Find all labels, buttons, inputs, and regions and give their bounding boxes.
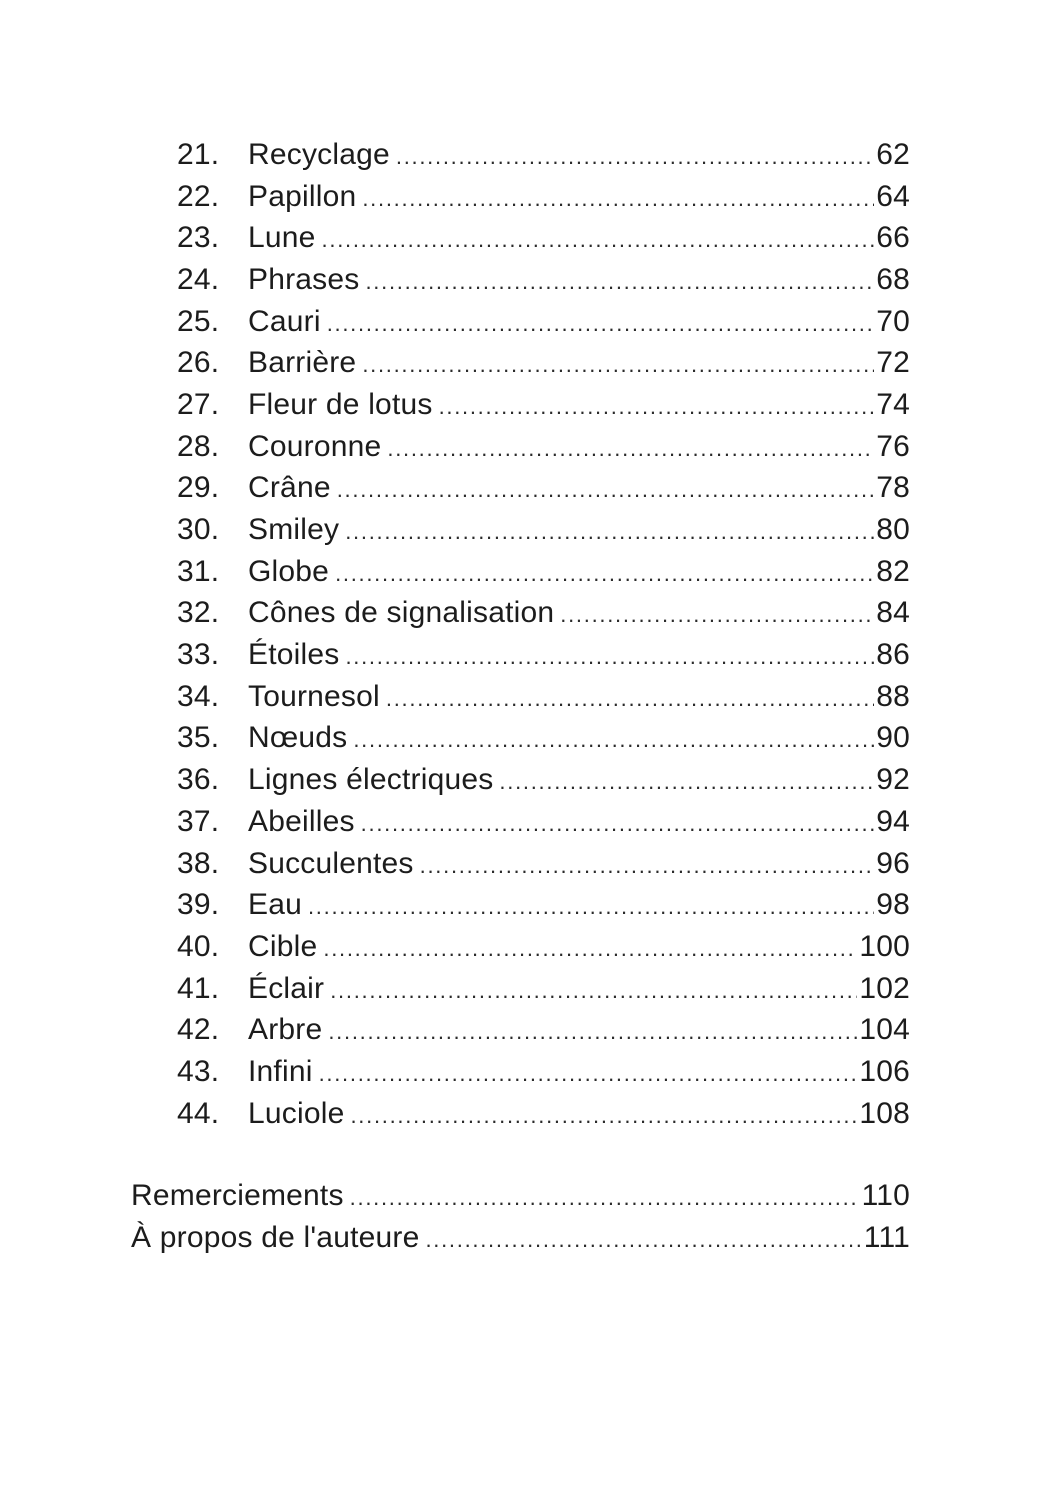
toc-entry[interactable] xyxy=(0,259,1050,301)
chapter-number: 30. xyxy=(177,513,220,547)
page-number: 106 xyxy=(859,1054,910,1088)
chapter-number: 41. xyxy=(177,971,220,1005)
chapter-number: 44. xyxy=(177,1096,220,1130)
toc-line xyxy=(248,721,910,755)
chapter-list xyxy=(0,134,1050,1135)
page-number: 76 xyxy=(876,429,910,463)
toc-line xyxy=(248,805,910,839)
toc-line xyxy=(248,1097,910,1131)
toc-entry[interactable] xyxy=(0,634,1050,676)
toc-entry[interactable] xyxy=(0,926,1050,968)
dot-leader xyxy=(345,644,874,670)
toc-entry[interactable] xyxy=(0,134,1050,176)
toc-line xyxy=(248,763,910,797)
page-number: 102 xyxy=(859,971,910,1005)
chapter-number: 31. xyxy=(177,554,220,588)
chapter-number: 33. xyxy=(177,638,220,672)
dot-leader xyxy=(362,186,874,212)
toc-line xyxy=(248,638,910,672)
chapter-title: Lune xyxy=(248,221,316,255)
page-number: 92 xyxy=(876,763,910,797)
toc-line xyxy=(248,847,910,881)
page-number: 72 xyxy=(876,346,910,380)
chapter-title: Nœuds xyxy=(248,721,348,755)
toc-line xyxy=(131,1179,910,1213)
chapter-number: 43. xyxy=(177,1054,220,1088)
toc-entry[interactable] xyxy=(0,551,1050,593)
toc-entry[interactable] xyxy=(0,759,1050,801)
toc-entry[interactable] xyxy=(0,676,1050,718)
toc-line xyxy=(248,1055,910,1089)
chapter-number: 29. xyxy=(177,471,220,505)
page-number: 86 xyxy=(876,638,910,672)
toc-line xyxy=(248,221,910,255)
dot-leader xyxy=(350,1185,860,1211)
page-number: 104 xyxy=(859,1013,910,1047)
section-gap xyxy=(0,1135,1050,1176)
chapter-title: Tournesol xyxy=(248,679,380,713)
toc-line xyxy=(248,180,910,214)
dot-leader xyxy=(420,853,875,879)
page-number: 98 xyxy=(876,888,910,922)
toc-line xyxy=(248,388,910,422)
chapter-title: Couronne xyxy=(248,429,382,463)
toc-line xyxy=(248,972,910,1006)
toc-entry[interactable] xyxy=(0,384,1050,426)
toc-line xyxy=(131,1221,910,1255)
chapter-title: Infini xyxy=(248,1054,313,1088)
chapter-number: 39. xyxy=(177,888,220,922)
table-of-contents xyxy=(0,134,1050,1259)
dot-leader xyxy=(387,436,874,462)
page-number: 68 xyxy=(876,262,910,296)
toc-entry[interactable] xyxy=(0,843,1050,885)
toc-entry-back-matter[interactable] xyxy=(0,1176,1050,1218)
toc-line xyxy=(248,263,910,297)
dot-leader xyxy=(308,894,874,920)
toc-entry[interactable] xyxy=(0,801,1050,843)
toc-line xyxy=(248,596,910,630)
chapter-title: Globe xyxy=(248,554,330,588)
page-number: 66 xyxy=(876,221,910,255)
chapter-number: 22. xyxy=(177,179,220,213)
chapter-number: 25. xyxy=(177,304,220,338)
dot-leader xyxy=(353,727,874,753)
page-number: 78 xyxy=(876,471,910,505)
toc-entry[interactable] xyxy=(0,593,1050,635)
page-number: 70 xyxy=(876,304,910,338)
toc-entry[interactable] xyxy=(0,509,1050,551)
toc-line xyxy=(248,930,910,964)
page-number: 108 xyxy=(859,1096,910,1130)
chapter-title: Lignes électriques xyxy=(248,763,494,797)
toc-line xyxy=(248,138,910,172)
chapter-number: 28. xyxy=(177,429,220,463)
toc-line xyxy=(248,888,910,922)
back-matter-list xyxy=(0,1176,1050,1259)
toc-entry[interactable] xyxy=(0,968,1050,1010)
toc-line xyxy=(248,1013,910,1047)
dot-leader xyxy=(322,227,875,253)
chapter-number: 24. xyxy=(177,262,220,296)
chapter-title: Étoiles xyxy=(248,638,340,672)
dot-leader xyxy=(365,269,874,295)
page-number: 94 xyxy=(876,804,910,838)
dot-leader xyxy=(439,394,875,420)
back-matter-title: Remerciements xyxy=(131,1179,344,1213)
toc-entry[interactable] xyxy=(0,468,1050,510)
chapter-number: 32. xyxy=(177,596,220,630)
chapter-title: Éclair xyxy=(248,971,325,1005)
toc-entry[interactable] xyxy=(0,426,1050,468)
chapter-number: 35. xyxy=(177,721,220,755)
dot-leader xyxy=(335,561,874,587)
dot-leader xyxy=(345,519,874,545)
dot-leader xyxy=(319,1061,858,1087)
chapter-title: Eau xyxy=(248,888,302,922)
page-number: 100 xyxy=(859,929,910,963)
toc-entry[interactable] xyxy=(0,342,1050,384)
dot-leader xyxy=(330,978,857,1004)
toc-entry[interactable] xyxy=(0,217,1050,259)
toc-line xyxy=(248,680,910,714)
toc-entry-back-matter[interactable] xyxy=(0,1217,1050,1259)
chapter-title: Cônes de signalisation xyxy=(248,596,555,630)
back-matter-title: À propos de l'auteure xyxy=(131,1221,420,1255)
chapter-number: 40. xyxy=(177,929,220,963)
toc-entry[interactable] xyxy=(0,1051,1050,1093)
chapter-title: Luciole xyxy=(248,1096,345,1130)
page-number: 96 xyxy=(876,846,910,880)
chapter-number: 38. xyxy=(177,846,220,880)
dot-leader xyxy=(560,602,874,628)
chapter-title: Succulentes xyxy=(248,846,414,880)
toc-line xyxy=(248,513,910,547)
toc-entry[interactable] xyxy=(0,718,1050,760)
chapter-number: 27. xyxy=(177,387,220,421)
dot-leader xyxy=(396,144,874,170)
page-number: 88 xyxy=(876,679,910,713)
dot-leader xyxy=(499,769,874,795)
toc-entry[interactable] xyxy=(0,301,1050,343)
page-number: 74 xyxy=(876,387,910,421)
chapter-number: 26. xyxy=(177,346,220,380)
dot-leader xyxy=(337,477,875,503)
chapter-title: Papillon xyxy=(248,179,357,213)
dot-leader xyxy=(425,1227,861,1253)
toc-entry[interactable] xyxy=(0,176,1050,218)
chapter-title: Cible xyxy=(248,929,318,963)
chapter-title: Abeilles xyxy=(248,804,355,838)
page-number: 62 xyxy=(876,137,910,171)
toc-line xyxy=(248,305,910,339)
page-number: 90 xyxy=(876,721,910,755)
chapter-title: Crâne xyxy=(248,471,331,505)
chapter-title: Cauri xyxy=(248,304,321,338)
page-number: 80 xyxy=(876,513,910,547)
dot-leader xyxy=(386,686,874,712)
toc-line xyxy=(248,346,910,380)
toc-entry[interactable] xyxy=(0,884,1050,926)
dot-leader xyxy=(323,936,857,962)
chapter-title: Fleur de lotus xyxy=(248,387,433,421)
chapter-title: Phrases xyxy=(248,262,360,296)
chapter-number: 23. xyxy=(177,221,220,255)
chapter-number: 42. xyxy=(177,1013,220,1047)
toc-entry[interactable] xyxy=(0,1093,1050,1135)
chapter-number: 36. xyxy=(177,763,220,797)
chapter-title: Arbre xyxy=(248,1013,323,1047)
chapter-number: 34. xyxy=(177,679,220,713)
toc-line xyxy=(248,555,910,589)
page-number: 82 xyxy=(876,554,910,588)
dot-leader xyxy=(328,1019,857,1045)
chapter-number: 37. xyxy=(177,804,220,838)
dot-leader xyxy=(327,311,875,337)
dot-leader xyxy=(361,811,875,837)
toc-entry[interactable] xyxy=(0,1009,1050,1051)
chapter-title: Smiley xyxy=(248,513,340,547)
toc-line xyxy=(248,430,910,464)
chapter-title: Recyclage xyxy=(248,137,390,171)
page-number: 64 xyxy=(876,179,910,213)
toc-line xyxy=(248,471,910,505)
page-number: 110 xyxy=(861,1179,910,1213)
dot-leader xyxy=(350,1103,857,1129)
page-number: 111 xyxy=(863,1221,910,1255)
chapter-title: Barrière xyxy=(248,346,357,380)
page-number: 84 xyxy=(876,596,910,630)
chapter-number: 21. xyxy=(177,137,220,171)
dot-leader xyxy=(362,352,874,378)
